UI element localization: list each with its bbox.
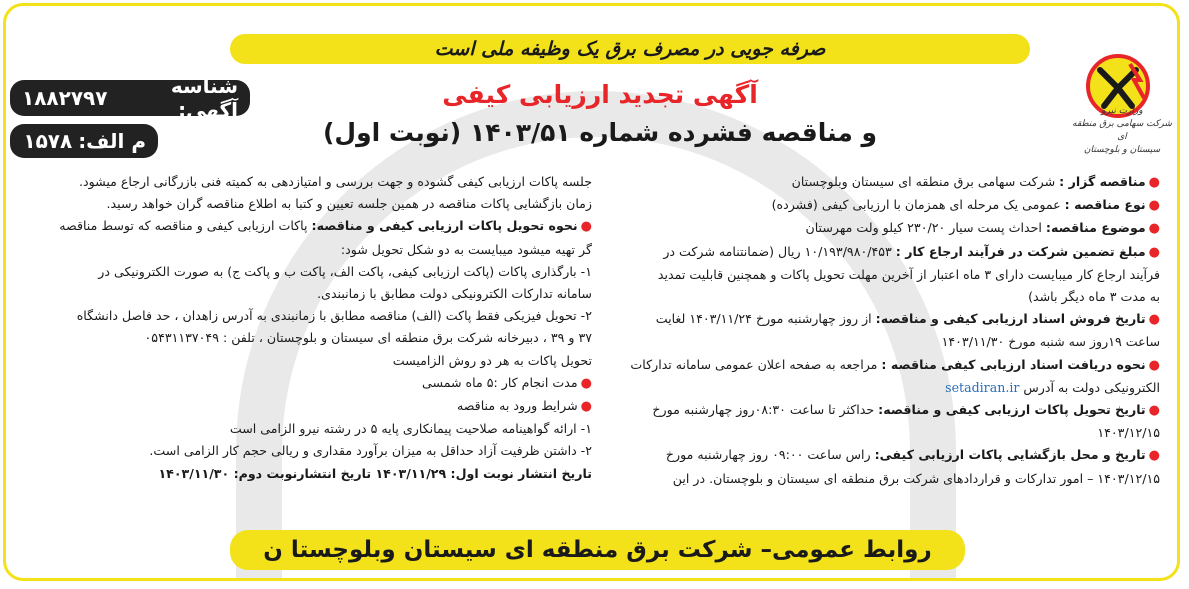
- logo-caption-company: شرکت سهامی برق منطقه ای: [1072, 119, 1172, 142]
- documents-value: مراجعه به صفحه اعلان عمومی سامانه تدارکات: [630, 356, 878, 372]
- duration-line: [30, 372, 592, 395]
- sale-date-label: تاریخ فروش اسناد ارزیابی کیفی و مناقصه:: [875, 311, 1146, 327]
- guarantee-value: ۱۰/۱۹۳/۹۸۰/۴۵۳ ریال (ضمانتنامه شرکت در: [663, 243, 892, 259]
- bullet-icon: ●: [1148, 175, 1160, 190]
- address-line: ۳۷ و ۳۹ ، دبیرخانه شرکت برق منطقه ای سیستان و بلوچستان ، تلفن : ۰۵۴۳۱۱۳۷۰۴۹: [144, 330, 592, 346]
- condition-1-line: ۱- ارائه گواهینامه صلاحیت پیمانکاری پایه ۵ در رشته نیرو الزامی است: [229, 421, 592, 437]
- logo-caption-region: سیستان و بلوچستان: [1083, 145, 1161, 155]
- guarantee-cont-line: فرآیند ارجاع کار میبایست دارای ۳ ماه اعتبار از آخرین مهلت تحویل پاکات و همچنین قابلیت تمدید: [657, 266, 1160, 282]
- bullet-icon: ●: [1148, 221, 1160, 237]
- upload-cont-line: سامانه تدارکات الکترونیکی دولت مطابق با زمانبندی.: [317, 286, 592, 302]
- delivery-method-cont-line: گر تهیه میشود میبایست به دو شکل تحویل شود:: [340, 241, 592, 257]
- opening-label: تاریخ و محل بازگشایی پاکات ارزیابی کیفی:: [874, 447, 1146, 463]
- logo-caption-ministry: وزارت نیرو: [1101, 106, 1143, 116]
- tender-type-label: نوع مناقصه :: [1064, 197, 1146, 213]
- documents-line: [606, 354, 1160, 377]
- tenderer-line: [606, 171, 1160, 194]
- mf-badge: [10, 124, 158, 158]
- slogan-text: صرفه جویی در مصرف برق یک وظیفه ملی است: [434, 38, 826, 60]
- ad-id-label: شناسه آگهی:: [170, 74, 238, 122]
- delivery-date-value: حداکثر تا ساعت ۰۸:۳۰روز چهارشنبه مورخ: [652, 402, 875, 418]
- mf-label: م الف:: [78, 129, 146, 153]
- opening-value: راس ساعت ۰۹:۰۰ روز چهارشنبه مورخ: [665, 447, 871, 463]
- sale-date-line: [606, 308, 1160, 331]
- upload-line: ۱- بارگذاری پاکات (پاکت ارزیابی کیفی، پاکت الف، پاکت ب و پاکت ج) به صورت الکترونیکی در: [98, 263, 592, 279]
- tenderer-value: شرکت سهامی برق منطقه ای سیستان وبلوچستان: [791, 174, 1056, 189]
- tenderer-label: مناقصه گزار :: [1059, 174, 1146, 189]
- subject-label: موضوع مناقصه:: [1045, 220, 1146, 236]
- sale-date-value: از روز چهارشنبه مورخ ۱۴۰۳/۱۱/۲۴ لغایت: [655, 311, 872, 327]
- bullet-icon: ●: [580, 399, 592, 415]
- session-line: جلسه پاکات ارزیابی کیفی گشوده و جهت بررسی و امتیازدهی به کمیته فنی بازرگانی ارجاع میشود.: [78, 174, 592, 189]
- bullet-icon: ●: [1148, 312, 1160, 328]
- setadiran-link[interactable]: setadiran.ir: [945, 379, 1020, 395]
- footer-text: روابط عمومی– شرکت برق منطقه ای سیستان وبلوچستا ن: [263, 537, 932, 563]
- documents-label: نحوه دریافت اسناد ارزیابی کیفی مناقصه :: [881, 356, 1146, 372]
- delivery-method-value: پاکات ارزیابی کیفی و مناقصه که توسط مناقصه: [59, 218, 308, 234]
- subject-value: احداث پست سیار ۲۳۰/۲۰ کیلو ولت مهرستان: [805, 220, 1042, 236]
- right-column: [606, 171, 1160, 490]
- delivery-date-cont-line: ۱۴۰۳/۱۲/۱۵: [1097, 425, 1160, 441]
- bullet-icon: ●: [1148, 448, 1160, 464]
- bullet-icon: ●: [1148, 244, 1160, 260]
- bullet-icon: ●: [1148, 403, 1160, 419]
- mf-value: ۱۵۷۸: [23, 129, 73, 153]
- sub-title: و مناقصه فشرده شماره ۱۴۰۳/۵۱ (نوبت اول): [322, 118, 878, 147]
- guarantee-label: مبلغ تضمین شرکت در فرآیند ارجاع کار :: [895, 243, 1146, 259]
- session-line-2: زمان بازگشایی پاکات مناقصه در همین جلسه تعیین و کتبا به اطلاع مناقصه گران خواهد رسید.: [106, 196, 592, 212]
- documents-cont-line: [606, 377, 1160, 399]
- conditions-line: [30, 395, 592, 418]
- physical-delivery-line: ۲- تحویل فیزیکی فقط پاکت (الف) مناقصه مطابق با زمانبندی به آدرس زاهدان ، حد فاصل دانشگاه: [76, 308, 592, 324]
- ad-id-badge: [10, 74, 250, 122]
- condition-2-line: ۲- داشتن ظرفیت آزاد حداقل به میزان برآورد مقداری و ریالی حجم کار الزامی است.: [149, 443, 592, 459]
- delivery-date-line: [606, 399, 1160, 422]
- bullet-icon: ●: [580, 219, 592, 235]
- left-column: [30, 171, 592, 485]
- guarantee-line: [606, 241, 1160, 264]
- sale-date-cont-line: ساعت ۱۹روز سه شنبه مورخ ۱۴۰۳/۱۱/۳۰: [941, 334, 1160, 350]
- delivery-method-line: [30, 215, 592, 238]
- duration-value: مدت انجام کار :۵ ماه شمسی: [421, 374, 578, 390]
- delivery-date-label: تاریخ تحویل پاکات ارزیابی کیفی و مناقصه:: [878, 402, 1146, 418]
- subject-line: [606, 217, 1160, 240]
- ad-id-value: ۱۸۸۲۷۹۷: [22, 86, 108, 110]
- publish-dates-line: تاریخ انتشار نوبت اول: ۱۴۰۳/۱۱/۲۹ تاریخ انتشارنوبت دوم: ۱۴۰۳/۱۱/۳۰: [158, 465, 592, 481]
- guarantee-cont-line-2: به مدت ۳ ماه دیگر باشد): [1028, 289, 1160, 305]
- conditions-value: شرایط ورود به مناقصه: [457, 398, 578, 414]
- opening-cont-line: ۱۴۰۳/۱۲/۱۵ – امور تدارکات و قراردادهای شرکت برق منطقه ای سیستان و بلوچستان. در این: [672, 470, 1160, 486]
- opening-line: [606, 444, 1160, 467]
- tender-type-value: عمومی یک مرحله ای همزمان با ارزیابی کیفی (فشرده): [771, 197, 1061, 213]
- footer-banner: [230, 530, 965, 570]
- documents-cont-text: الکترونیکی دولت به آدرس: [1023, 379, 1160, 395]
- logo-caption: [1072, 105, 1172, 157]
- bullet-icon: ●: [580, 375, 592, 391]
- main-title: آگهی تجدید ارزیابی کیفی: [442, 80, 758, 109]
- slogan-banner: [230, 34, 1030, 64]
- bullet-icon: ●: [1148, 357, 1160, 373]
- delivery-method-label: نحوه تحویل پاکات ارزیابی کیفی و مناقصه:: [311, 218, 578, 234]
- tender-type-line: [606, 194, 1160, 217]
- bullet-icon: ●: [1148, 198, 1160, 214]
- mandatory-line: تحویل پاکات به هر دو روش الزامیست: [392, 352, 592, 368]
